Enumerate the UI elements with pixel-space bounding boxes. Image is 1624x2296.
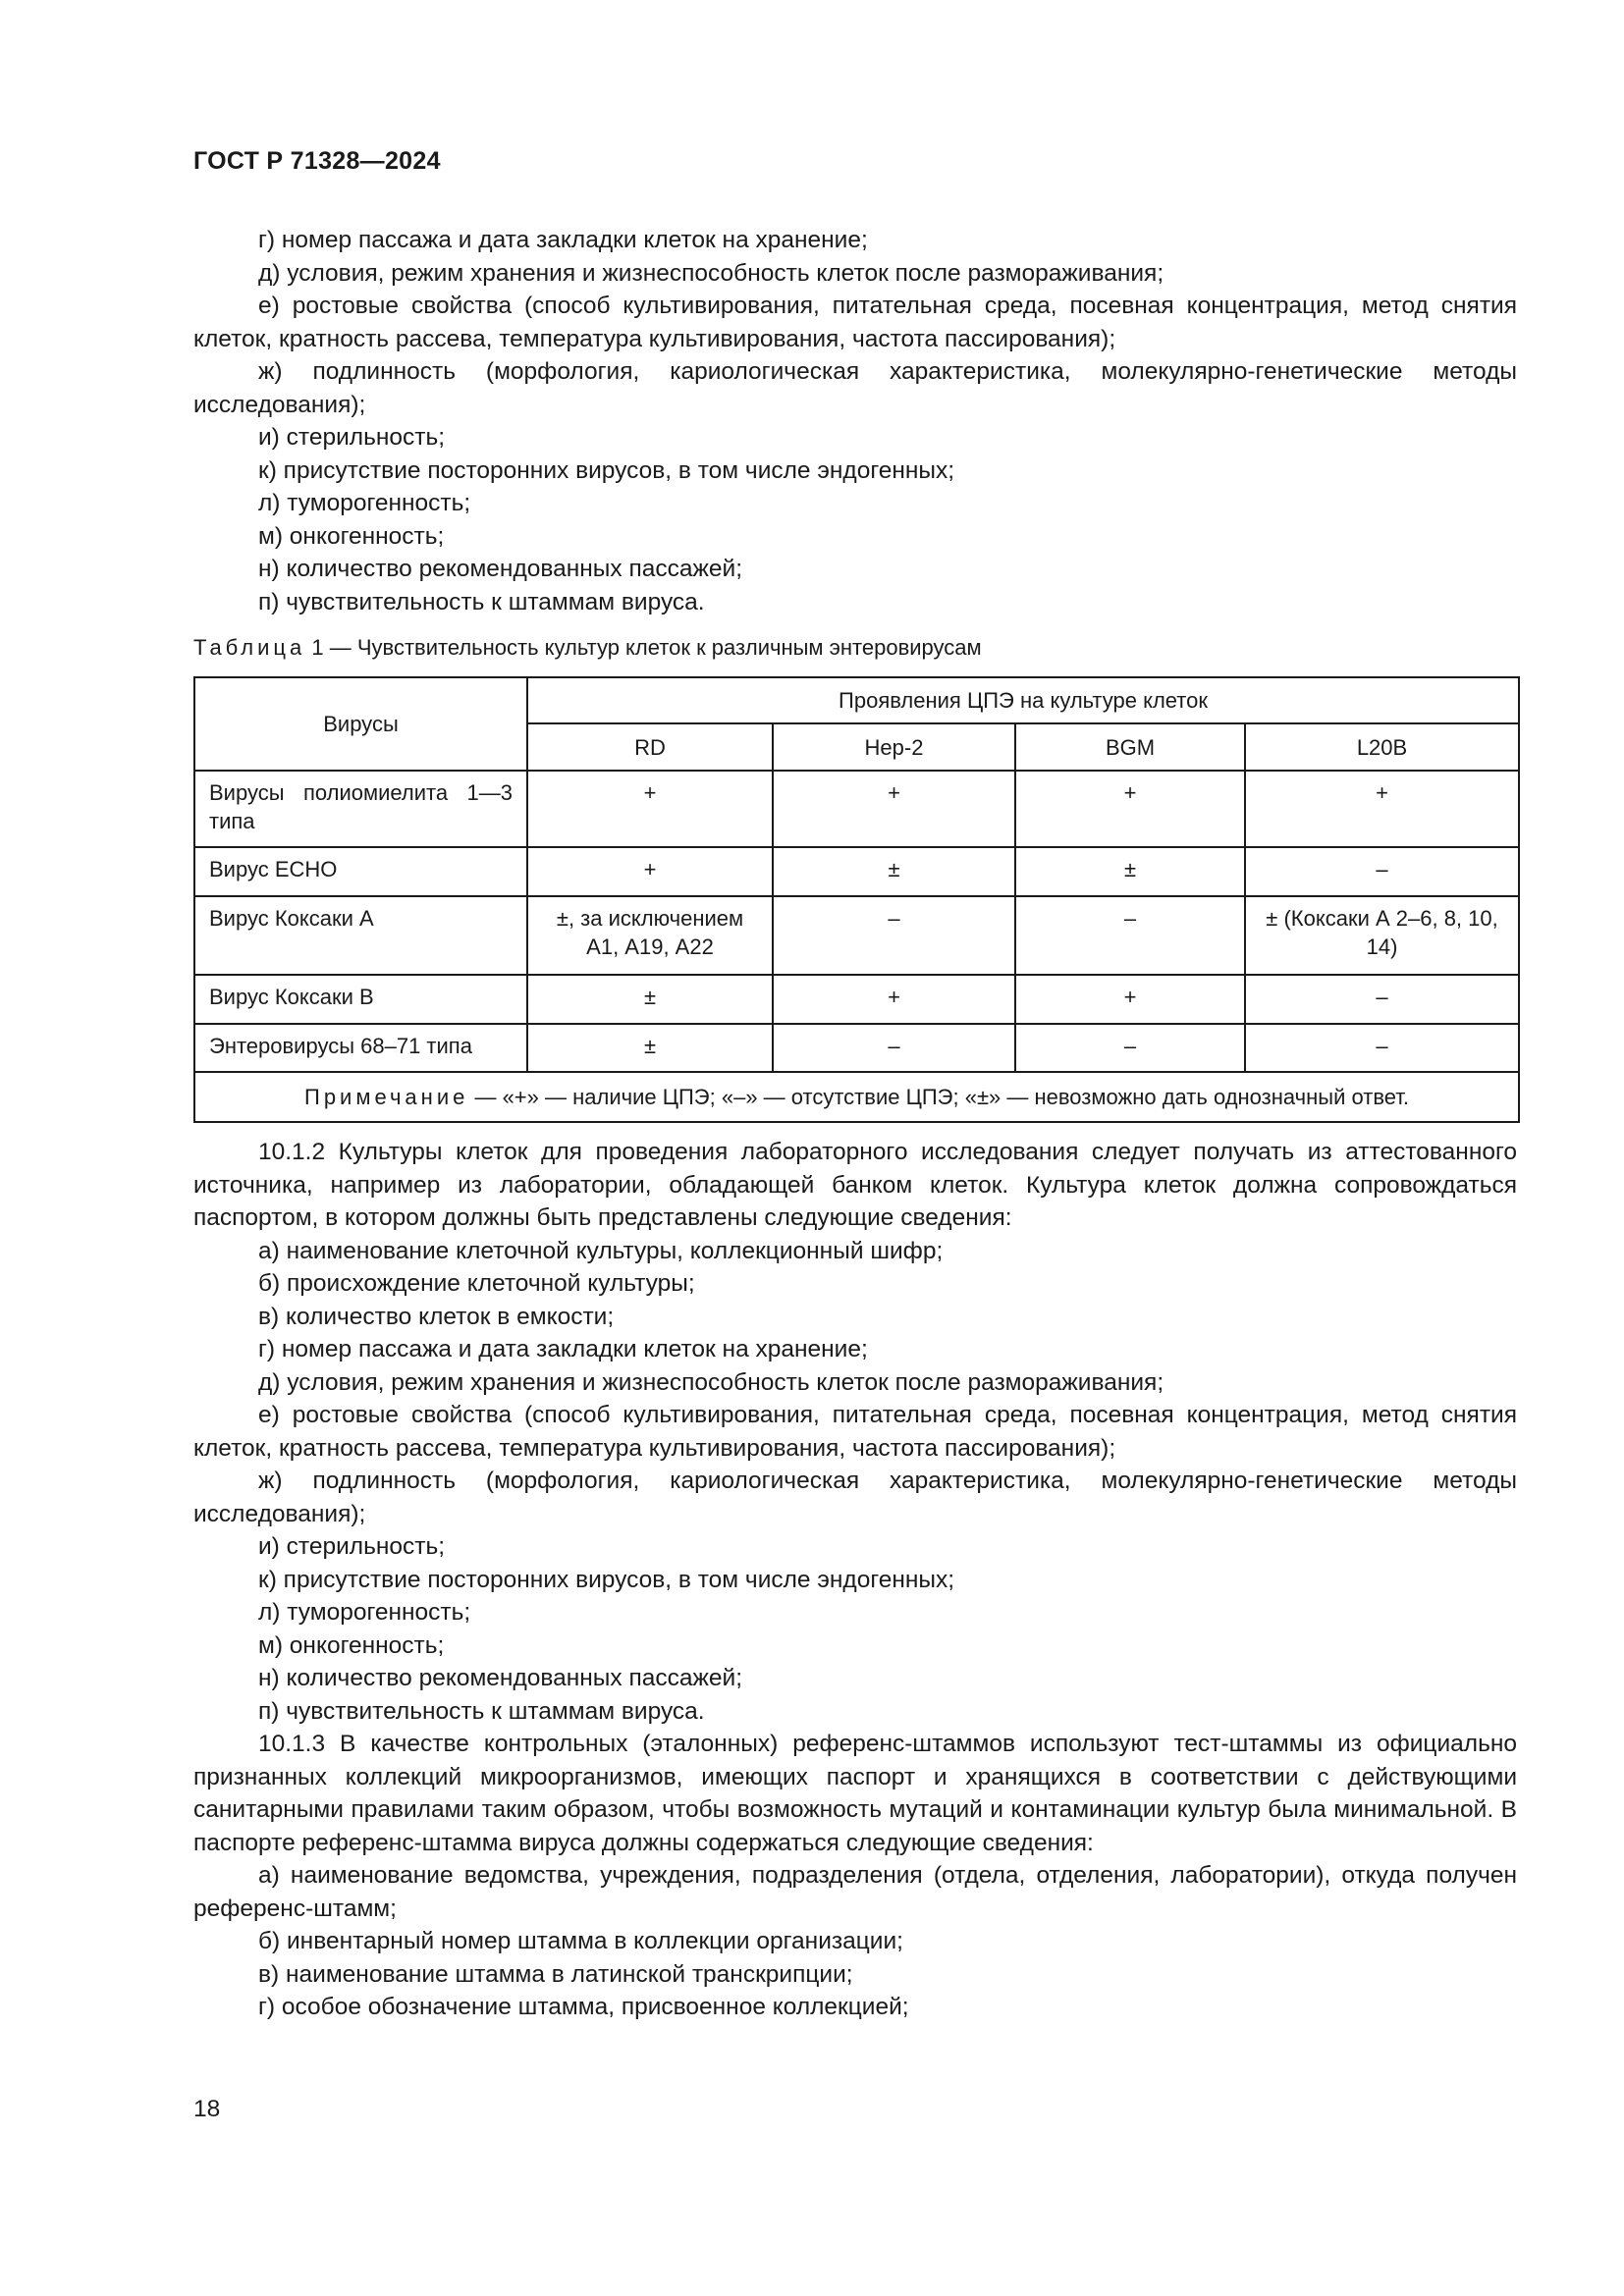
table-row xyxy=(194,975,1519,1024)
table-caption-label: Таблица xyxy=(193,635,306,660)
table-cell: ± xyxy=(1015,847,1245,896)
row-virus-name: Вирус ECHO xyxy=(194,847,527,896)
list-item: г) номер пассажа и дата закладки клеток на хранение; xyxy=(258,227,868,253)
table-row xyxy=(194,1024,1519,1072)
list-item: г) номер пассажа и дата закладки клеток на хранение; xyxy=(258,1336,868,1362)
list-item: д) условия, режим хранения и жизнеспособность клеток после размораживания; xyxy=(258,259,1164,287)
list-item: и) стерильность; xyxy=(258,1533,446,1560)
table-cell: ± xyxy=(527,1024,773,1072)
header-col-hep2: Hep-2 xyxy=(773,723,1015,771)
virus-sensitivity-table xyxy=(193,676,1520,1123)
document-code: ГОСТ Р 71328—2024 xyxy=(193,147,441,175)
list-item: е) ростовые свойства (способ культивирования, питательная среда, посевная концентрация, метод снятия клеток, кратность рассева, температура культивирования, частота пассирования); xyxy=(193,293,1517,352)
table-cell: ± xyxy=(773,847,1015,896)
list-item: м) онкогенность; xyxy=(258,1631,445,1659)
table-row xyxy=(194,847,1519,896)
table-note-label: Примечание xyxy=(304,1085,469,1109)
table-cell: + xyxy=(1015,771,1245,847)
header-col-bgm: BGM xyxy=(1015,723,1245,771)
list-item: б) происхождение клеточной культуры; xyxy=(258,1270,695,1297)
list-item: л) туморогенность; xyxy=(258,1599,471,1626)
row-virus-name: Вирус Коксаки В xyxy=(194,975,527,1024)
header-cpe-group: Проявления ЦПЭ на культуре клеток xyxy=(527,677,1519,723)
list-item: н) количество рекомендованных пассажей; xyxy=(258,1665,743,1691)
table-cell: – xyxy=(773,1024,1015,1072)
table-cell: – xyxy=(1245,1024,1519,1072)
list-item: б) инвентарный номер штамма в коллекции организации; xyxy=(258,1928,903,1954)
list-item: в) количество клеток в емкости; xyxy=(258,1303,615,1330)
paragraph-10-1-3: 10.1.3 В качестве контрольных (эталонных) референс-штаммов используют тест-штаммы из официально признанных коллекций микроорганизмов, имеющих паспорт и хранящихся в соответствии с действующими санитарными правилами таким образом, чтобы возможность мутаций и контаминации культур была минимальной. В паспорте референс-штамма вируса должны содержаться следующие сведения: xyxy=(193,1731,1517,1856)
table-row xyxy=(194,771,1519,847)
table-cell: – xyxy=(1245,975,1519,1024)
table-cell: + xyxy=(527,847,773,896)
table-note xyxy=(194,1072,1519,1122)
table-cell: – xyxy=(1015,896,1245,975)
table-cell: – xyxy=(1015,1024,1245,1072)
paragraph-10-1-2: 10.1.2 Культуры клеток для проведения лабораторного исследования следует получать из аттестованного источника, например из лаборатории, обладающей банком клеток. Культура клеток должна сопровождаться паспортом, в котором должны быть представлены следующие сведения: xyxy=(193,1139,1517,1231)
table-cell: – xyxy=(773,896,1015,975)
list-item: п) чувствительность к штаммам вируса. xyxy=(258,588,705,615)
row-virus-name: Вирус Коксаки А xyxy=(194,896,527,975)
table-cell: + xyxy=(1245,771,1519,847)
row-virus-name-text: Вирусы полиомиелита 1—3 типа xyxy=(209,780,513,833)
list-item: л) туморогенность; xyxy=(258,490,471,516)
header-col-rd: RD xyxy=(527,723,773,771)
list-item: м) онкогенность; xyxy=(258,522,445,550)
table-cell: ± (Коксаки А 2–6, 8, 10, 14) xyxy=(1245,896,1519,975)
header-viruses: Вирусы xyxy=(194,677,527,771)
list-item: а) наименование ведомства, учреждения, подразделения (отдела, отделения, лаборатории), откуда получен референс-штамм; xyxy=(193,1862,1517,1922)
row-virus-name: Энтеровирусы 68–71 типа xyxy=(194,1024,527,1072)
table-cell: + xyxy=(773,771,1015,847)
list-item: ж) подлинность (морфология, кариологическая характеристика, молекулярно-генетические методы исследования); xyxy=(193,1468,1517,1527)
list-item: н) количество рекомендованных пассажей; xyxy=(258,556,743,582)
table-cell: + xyxy=(773,975,1015,1024)
page-number: 18 xyxy=(193,2096,221,2122)
list-item: к) присутствие посторонних вирусов, в том числе эндогенных; xyxy=(258,456,955,484)
table-cell: ±, за исключением А1, А19, А22 xyxy=(527,896,773,975)
list-item: г) особое обозначение штамма, присвоенное коллекцией; xyxy=(258,1994,909,2020)
list-item: ж) подлинность (морфология, кариологическая характеристика, молекулярно-генетические методы исследования); xyxy=(193,358,1517,418)
table-cell: ± xyxy=(527,975,773,1024)
section-body xyxy=(193,1136,1517,2024)
list-item: п) чувствительность к штаммам вируса. xyxy=(258,1697,705,1725)
table-caption xyxy=(193,635,982,661)
list-top xyxy=(193,224,1517,618)
list-item: а) наименование клеточной культуры, коллекционный шифр; xyxy=(258,1237,944,1264)
table-row xyxy=(194,896,1519,975)
table-note-text: — «+» — наличие ЦПЭ; «–» — отсутствие ЦПЭ; «±» — невозможно дать однозначный ответ. xyxy=(468,1085,1410,1109)
table-caption-text: 1 — Чувствительность культур клеток к различным энтеровирусам xyxy=(305,635,982,660)
table-cell: + xyxy=(1015,975,1245,1024)
list-item: к) присутствие посторонних вирусов, в том числе эндогенных; xyxy=(258,1566,955,1593)
list-item: д) условия, режим хранения и жизнеспособность клеток после размораживания; xyxy=(258,1368,1164,1396)
list-item: и) стерильность; xyxy=(258,424,446,451)
table-cell: + xyxy=(527,771,773,847)
table-cell: – xyxy=(1245,847,1519,896)
row-virus-name xyxy=(194,771,527,847)
list-item: е) ростовые свойства (способ культивирования, питательная среда, посевная концентрация, метод снятия клеток, кратность рассева, температура культивирования, частота пассирования); xyxy=(193,1402,1517,1462)
header-col-l20b: L20B xyxy=(1245,723,1519,771)
list-item: в) наименование штамма в латинской транскрипции; xyxy=(258,1960,853,1988)
